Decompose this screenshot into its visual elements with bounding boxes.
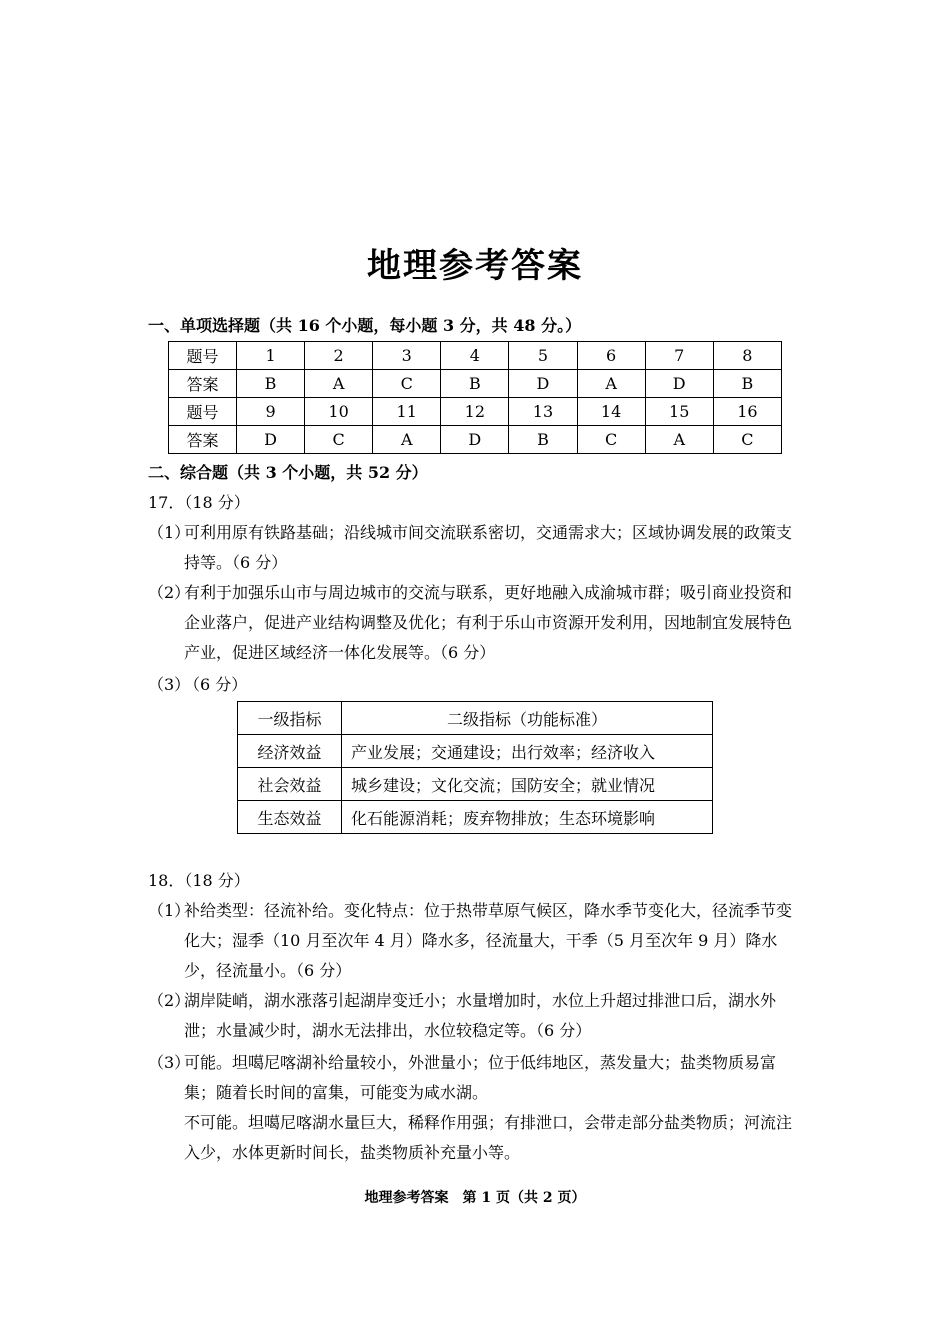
table-cell: B	[713, 370, 781, 398]
table-cell: 11	[373, 398, 441, 426]
table-cell: D	[645, 370, 713, 398]
indicator-table-header	[238, 702, 713, 735]
q18-part2-label: （2）	[148, 991, 191, 1010]
table-cell: 5	[509, 342, 577, 370]
q18-header: 18．（18 分）	[148, 871, 250, 890]
table-cell: D	[237, 426, 305, 454]
table-cell: 生态效益	[238, 801, 342, 834]
table-cell: B	[441, 370, 509, 398]
table-cell: A	[373, 426, 441, 454]
table-cell: 一级指标	[238, 702, 342, 735]
table-cell: 社会效益	[238, 768, 342, 801]
table-cell: 4	[441, 342, 509, 370]
table-cell: 2	[305, 342, 373, 370]
table-row	[169, 370, 782, 398]
section1-heading: 一、单项选择题（共 16 个小题，每小题 3 分，共 48 分。）	[148, 316, 582, 335]
table-cell: 14	[577, 398, 645, 426]
table-cell: 16	[713, 398, 781, 426]
indicator-table	[237, 701, 713, 834]
q17-part1-label: （1）	[148, 523, 191, 542]
table-cell: C	[373, 370, 441, 398]
q17-part2-text: 有利于加强乐山市与周边城市的交流与联系，更好地融入成渝城市群；吸引商业投资和企业落户，促进产业结构调整及优化；有利于乐山市资源开发利用，因地制宜发展特色产业，促进区域经济一体化发展等。（6 分）	[184, 583, 793, 662]
table-cell: 二级指标（功能标准）	[342, 702, 713, 735]
table-row	[238, 735, 713, 768]
q17-part3-label: （3）	[148, 675, 191, 694]
q18-part1-text: 补给类型：径流补给。变化特点：位于热带草原气候区，降水季节变化大，径流季节变化大；湿季（10 月至次年 4 月）降水多，径流量大，干季（5 月至次年 9 月）降水少，径流量小。（6 分）	[184, 901, 793, 980]
table-cell: 12	[441, 398, 509, 426]
table-cell: 8	[713, 342, 781, 370]
q18-part1-label: （1）	[148, 901, 191, 920]
table-cell: A	[577, 370, 645, 398]
table-cell: B	[509, 426, 577, 454]
table-row	[238, 768, 713, 801]
q18-part2	[148, 986, 802, 1046]
q17-part1	[148, 518, 802, 578]
table-cell: 13	[509, 398, 577, 426]
q17-part1-text: 可利用原有铁路基础；沿线城市间交流联系密切，交通需求大；区域协调发展的政策支持等。（6 分）	[184, 523, 793, 572]
table-cell: 3	[373, 342, 441, 370]
q18-part3-label: （3）	[148, 1053, 191, 1072]
q18-part3	[148, 1048, 802, 1168]
table-cell: 经济效益	[238, 735, 342, 768]
table-cell: 1	[237, 342, 305, 370]
table-cell: A	[645, 426, 713, 454]
table-cell: B	[237, 370, 305, 398]
table-cell: 产业发展；交通建设；出行效率；经济收入	[342, 735, 713, 768]
table-row	[169, 426, 782, 454]
table-cell: C	[305, 426, 373, 454]
table-cell: A	[305, 370, 373, 398]
q18-part3-text: 可能。坦噶尼喀湖补给量较小，外泄量小；位于低纬地区，蒸发量大；盐类物质易富集；随着长时间的富集，可能变为咸水湖。	[184, 1053, 777, 1102]
q17-part2	[148, 578, 802, 668]
q17-part2-label: （2）	[148, 583, 191, 602]
table-cell: 7	[645, 342, 713, 370]
section2-heading: 二、综合题（共 3 个小题，共 52 分）	[148, 463, 428, 482]
table-row	[238, 801, 713, 834]
row-label-cell: 答案	[169, 370, 237, 398]
q18-part3-text2: 不可能。坦噶尼喀湖水量巨大，稀释作用强；有排泄口，会带走部分盐类物质；河流注入少，水体更新时间长，盐类物质补充量小等。	[184, 1113, 793, 1162]
q18-part1	[148, 896, 802, 986]
row-label-cell: 题号	[169, 398, 237, 426]
table-cell: D	[441, 426, 509, 454]
q17-header: 17．（18 分）	[148, 493, 250, 512]
q17-part3-text: （6 分）	[184, 675, 248, 694]
table-cell: D	[509, 370, 577, 398]
table-row	[169, 342, 782, 370]
q18-part2-text: 湖岸陡峭，湖水涨落引起湖岸变迁小；水量增加时，水位上升超过排泄口后，湖水外泄；水量减少时，湖水无法排出，水位较稳定等。（6 分）	[184, 991, 777, 1040]
table-cell: 15	[645, 398, 713, 426]
table-cell: C	[713, 426, 781, 454]
table-cell: 6	[577, 342, 645, 370]
table-cell: 化石能源消耗；废弃物排放；生态环境影响	[342, 801, 713, 834]
page-footer: 地理参考答案 第 1 页（共 2 页）	[364, 1190, 586, 1206]
row-label-cell: 答案	[169, 426, 237, 454]
table-row	[169, 398, 782, 426]
answer-table	[168, 341, 782, 454]
table-cell: 10	[305, 398, 373, 426]
table-cell: 城乡建设；文化交流；国防安全；就业情况	[342, 768, 713, 801]
page-title: 地理参考答案	[367, 246, 583, 286]
table-cell: C	[577, 426, 645, 454]
q17-part3	[148, 670, 802, 700]
row-label-cell: 题号	[169, 342, 237, 370]
table-cell: 9	[237, 398, 305, 426]
